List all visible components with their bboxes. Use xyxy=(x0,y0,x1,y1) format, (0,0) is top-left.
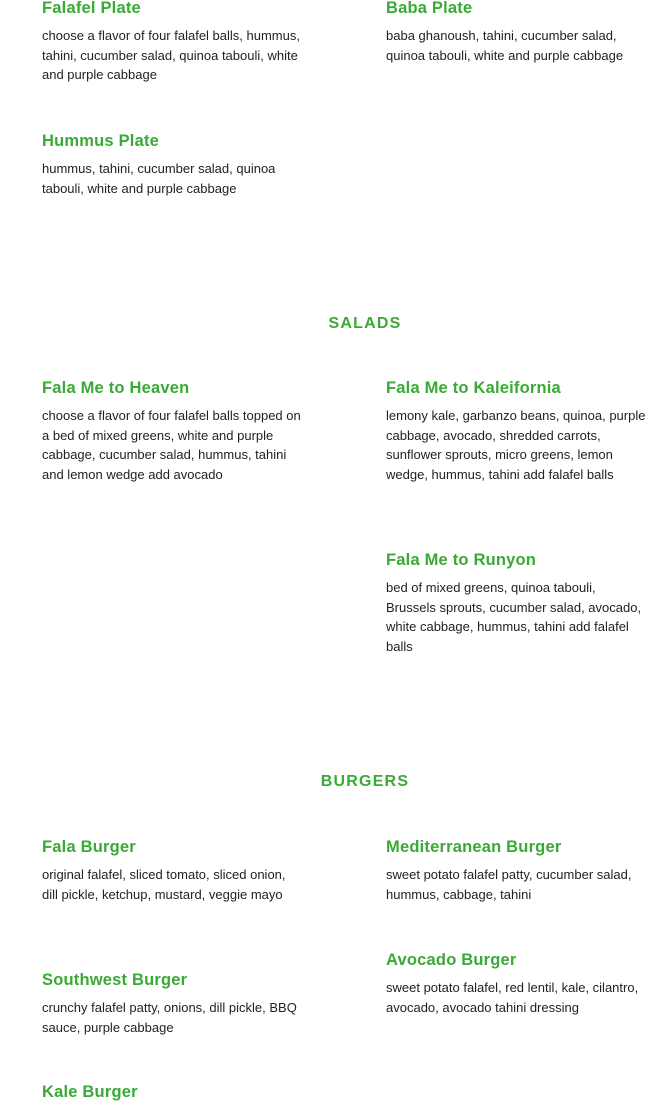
item-name: Hummus Plate xyxy=(42,132,160,150)
item-description: crunchy falafel patty, onions, dill pickle, BBQ sauce, purple cabbage xyxy=(42,1000,297,1035)
section-title-salads: SALADS xyxy=(328,315,402,332)
item-description: baba ghanoush, tahini, cucumber salad, quinoa tabouli, white and purple cabbage xyxy=(386,28,624,63)
item-name: Fala Burger xyxy=(42,838,136,856)
item-description: lemony kale, garbanzo beans, quinoa, purple cabbage, avocado, shredded carrots, sunflower sprouts, micro greens, lemon wedge, hummus, tahini add falafel balls xyxy=(386,408,646,482)
item-description: sweet potato falafel patty, cucumber salad, hummus, cabbage, tahini xyxy=(386,867,632,902)
menu-item-southwest-burger xyxy=(42,970,304,1037)
menu-item-fala-burger xyxy=(42,837,304,904)
item-description: choose a flavor of four falafel balls topped on a bed of mixed greens, white and purple cabbage, cucumber salad, hummus, tahini and lemon wedge add avocado xyxy=(42,408,301,482)
menu-item-fala-me-to-kaleifornia xyxy=(386,378,648,484)
item-name: Fala Me to Heaven xyxy=(42,379,190,397)
item-description: sweet potato falafel, red lentil, kale, cilantro, avocado, avocado tahini dressing xyxy=(386,980,639,1015)
menu-item-avocado-burger xyxy=(386,950,648,1017)
item-name: Avocado Burger xyxy=(386,951,517,969)
item-description: original falafel, sliced tomato, sliced onion, dill pickle, ketchup, mustard, veggie mayo xyxy=(42,867,286,902)
item-description: bed of mixed greens, quinoa tabouli, Brussels sprouts, cucumber salad, avocado, white cabbage, hummus, tahini add falafel balls xyxy=(386,580,642,654)
menu-item-kale-burger xyxy=(42,1082,304,1110)
item-name: Fala Me to Runyon xyxy=(386,551,537,569)
item-name: Kale Burger xyxy=(42,1083,138,1101)
item-name: Fala Me to Kaleifornia xyxy=(386,379,561,397)
menu-item-fala-me-to-runyon xyxy=(386,550,648,656)
item-name: Falafel Plate xyxy=(42,0,141,17)
menu-item-baba-plate xyxy=(386,0,648,65)
menu-item-falafel-plate xyxy=(42,0,304,85)
item-description: hummus, tahini, cucumber salad, quinoa tabouli, white and purple cabbage xyxy=(42,161,276,196)
section-title-burgers: BURGERS xyxy=(320,773,410,790)
menu-item-fala-me-to-heaven xyxy=(42,378,304,484)
item-name: Southwest Burger xyxy=(42,971,188,989)
item-name: Mediterranean Burger xyxy=(386,838,562,856)
item-name: Baba Plate xyxy=(386,0,473,17)
menu-item-hummus-plate xyxy=(42,131,304,198)
menu-item-mediterranean-burger xyxy=(386,837,648,904)
item-description: choose a flavor of four falafel balls, hummus, tahini, cucumber salad, quinoa tabouli, white and purple cabbage xyxy=(42,28,300,83)
